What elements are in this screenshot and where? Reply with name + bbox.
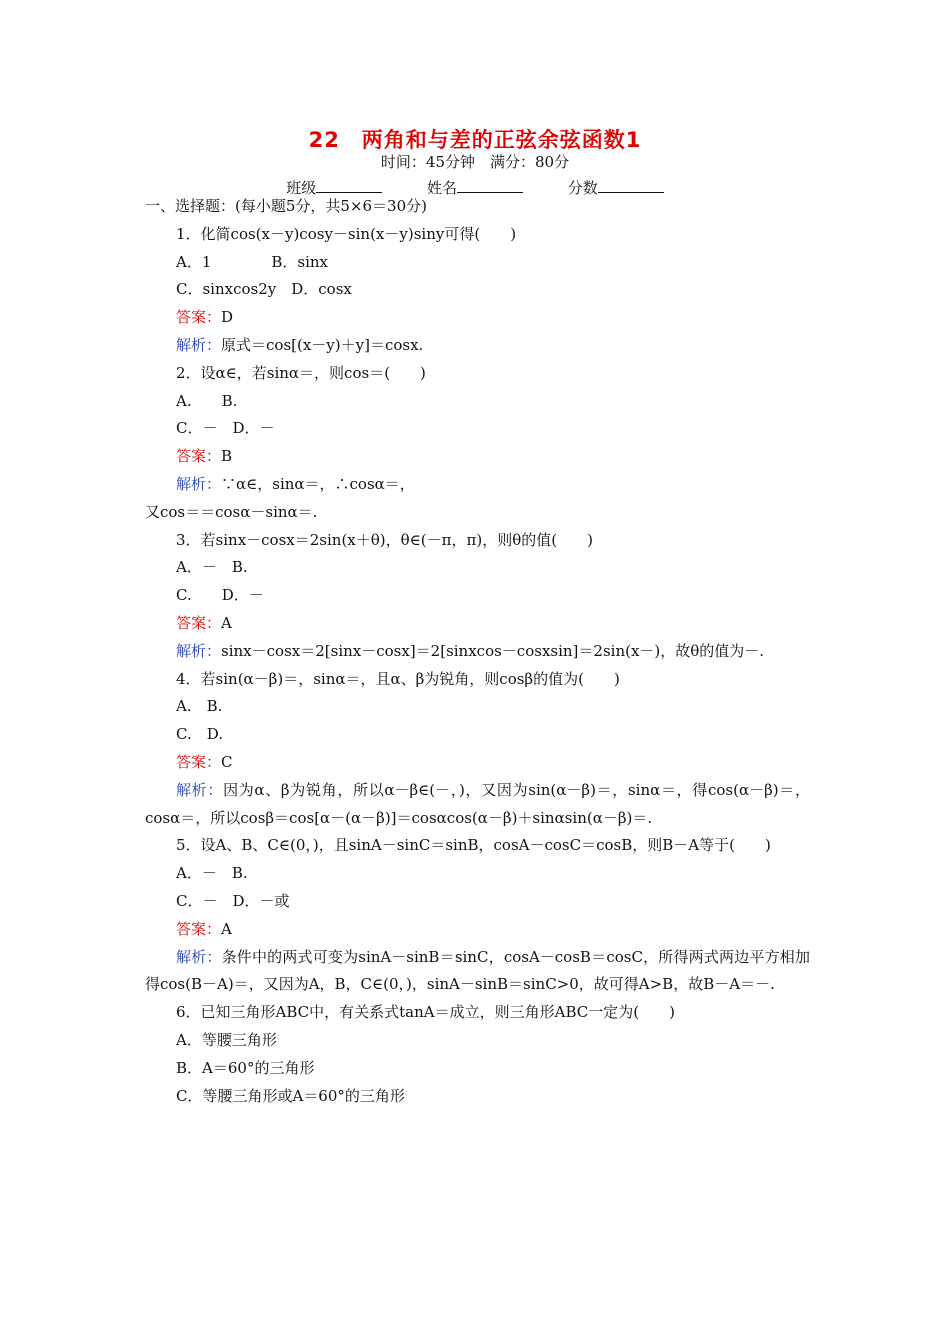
explanation-text: 因为α、β为锐角，所以α－β∈(－，)，又因为sin(α－β)＝，sinα＝，得cos(α－β)＝，cosα＝，所以cosβ＝cos[α－(α－β)]＝cosαcos(α－β)＋sinαsin(α－β)＝. bbox=[145, 780, 810, 827]
answer-line bbox=[145, 916, 810, 944]
question-option: A. B. bbox=[176, 391, 238, 410]
explanation-text: 条件中的两式可变为sinA－sinB＝sinC，cosA－cosB＝cosC，所得两式两边平方相加得cos(B－A)＝，又因为A，B，C∈(0，)，sinA－sinB＝sinC>0，故可得A>B，故B－A＝－. bbox=[145, 947, 810, 994]
class-label: 班级 bbox=[286, 179, 317, 197]
section-heading: 一、选择题：(每小题5分，共5×6＝30分) bbox=[145, 197, 427, 215]
page-title: 22 两角和与差的正弦余弦函数1 bbox=[308, 128, 642, 152]
score-blank bbox=[598, 178, 664, 193]
explanation-line bbox=[145, 777, 810, 833]
explanation-line bbox=[145, 944, 810, 1000]
answer-label: 答案： bbox=[176, 447, 222, 466]
question-option: B．A＝60°的三角形 bbox=[176, 1058, 315, 1077]
answer-label: 答案： bbox=[176, 919, 222, 938]
question-stem: 6．已知三角形ABC中，有关系式tanA＝成立，则三角形ABC一定为( ) bbox=[176, 1003, 675, 1022]
explanation-label: 解析： bbox=[176, 641, 222, 660]
question-option: C. D．－ bbox=[176, 586, 264, 605]
explanation-label: 解析： bbox=[176, 474, 222, 493]
class-blank bbox=[316, 178, 382, 193]
question-stem: 5．设A、B、C∈(0，)，且sinA－sinC＝sinB，cosA－cosC＝cosB，则B－A等于( ) bbox=[176, 836, 771, 855]
question-stem: 4．若sin(α－β)＝，sinα＝，且α、β为锐角，则cosβ的值为( ) bbox=[176, 669, 620, 688]
explanation-line bbox=[145, 471, 810, 499]
exam-meta: 时间：45分钟 满分：80分 bbox=[380, 153, 570, 171]
answer-label: 答案： bbox=[176, 613, 222, 632]
question-option: A. B. bbox=[176, 697, 223, 716]
question-option: A．－ B. bbox=[176, 558, 248, 577]
explanation-text: 原式＝cos[(x－y)＋y]＝cosx. bbox=[221, 335, 424, 354]
answer-value: B bbox=[221, 447, 233, 466]
answer-value: A bbox=[221, 919, 232, 938]
answer-line bbox=[145, 443, 810, 471]
answer-label: 答案： bbox=[176, 752, 222, 771]
question-option: A．1 B．sinx bbox=[176, 252, 329, 271]
explanation-text: sinx－cosx＝2[sinx－cosx]＝2[sinxcos－cosxsin]＝2sin(x－)，故θ的值为－. bbox=[221, 641, 765, 660]
name-label: 姓名 bbox=[426, 179, 457, 197]
question-option: C．－ D．－或 bbox=[176, 891, 290, 910]
explanation-text: ∵α∈，sinα＝，∴cosα＝， bbox=[221, 474, 415, 493]
answer-value: C bbox=[221, 752, 233, 771]
name-blank bbox=[457, 178, 523, 193]
question-stem: 3．若sinx－cosx＝2sin(x＋θ)，θ∈(－π，π)，则θ的值( ) bbox=[176, 530, 593, 549]
question-option: C．等腰三角形或A＝60°的三角形 bbox=[176, 1086, 405, 1105]
answer-line bbox=[145, 610, 810, 638]
explanation-line bbox=[145, 638, 810, 666]
question-option: C．sinxcos2y D．cosx bbox=[176, 280, 352, 299]
score-label: 分数 bbox=[567, 179, 598, 197]
explanation-line bbox=[145, 332, 810, 360]
question-option: A．等腰三角形 bbox=[176, 1030, 277, 1049]
question-option: C. D. bbox=[176, 725, 223, 744]
question-content bbox=[145, 193, 810, 1110]
answer-label: 答案： bbox=[176, 308, 222, 327]
question-stem: 1．化简cos(x－y)cosy－sin(x－y)siny可得( ) bbox=[176, 224, 517, 243]
question-option: A．－ B. bbox=[176, 864, 248, 883]
answer-line bbox=[145, 304, 810, 332]
explanation-label: 解析： bbox=[176, 780, 224, 799]
explanation-text-continued: 又cos＝＝cosα－sinα＝. bbox=[145, 502, 318, 521]
question-option: C．－ D．－ bbox=[176, 419, 275, 438]
answer-value: D bbox=[221, 308, 234, 327]
answer-line bbox=[145, 749, 810, 777]
answer-value: A bbox=[221, 613, 232, 632]
explanation-label: 解析： bbox=[176, 947, 222, 966]
explanation-label: 解析： bbox=[176, 335, 222, 354]
question-stem: 2．设α∈，若sinα＝，则cos＝( ) bbox=[176, 363, 426, 382]
